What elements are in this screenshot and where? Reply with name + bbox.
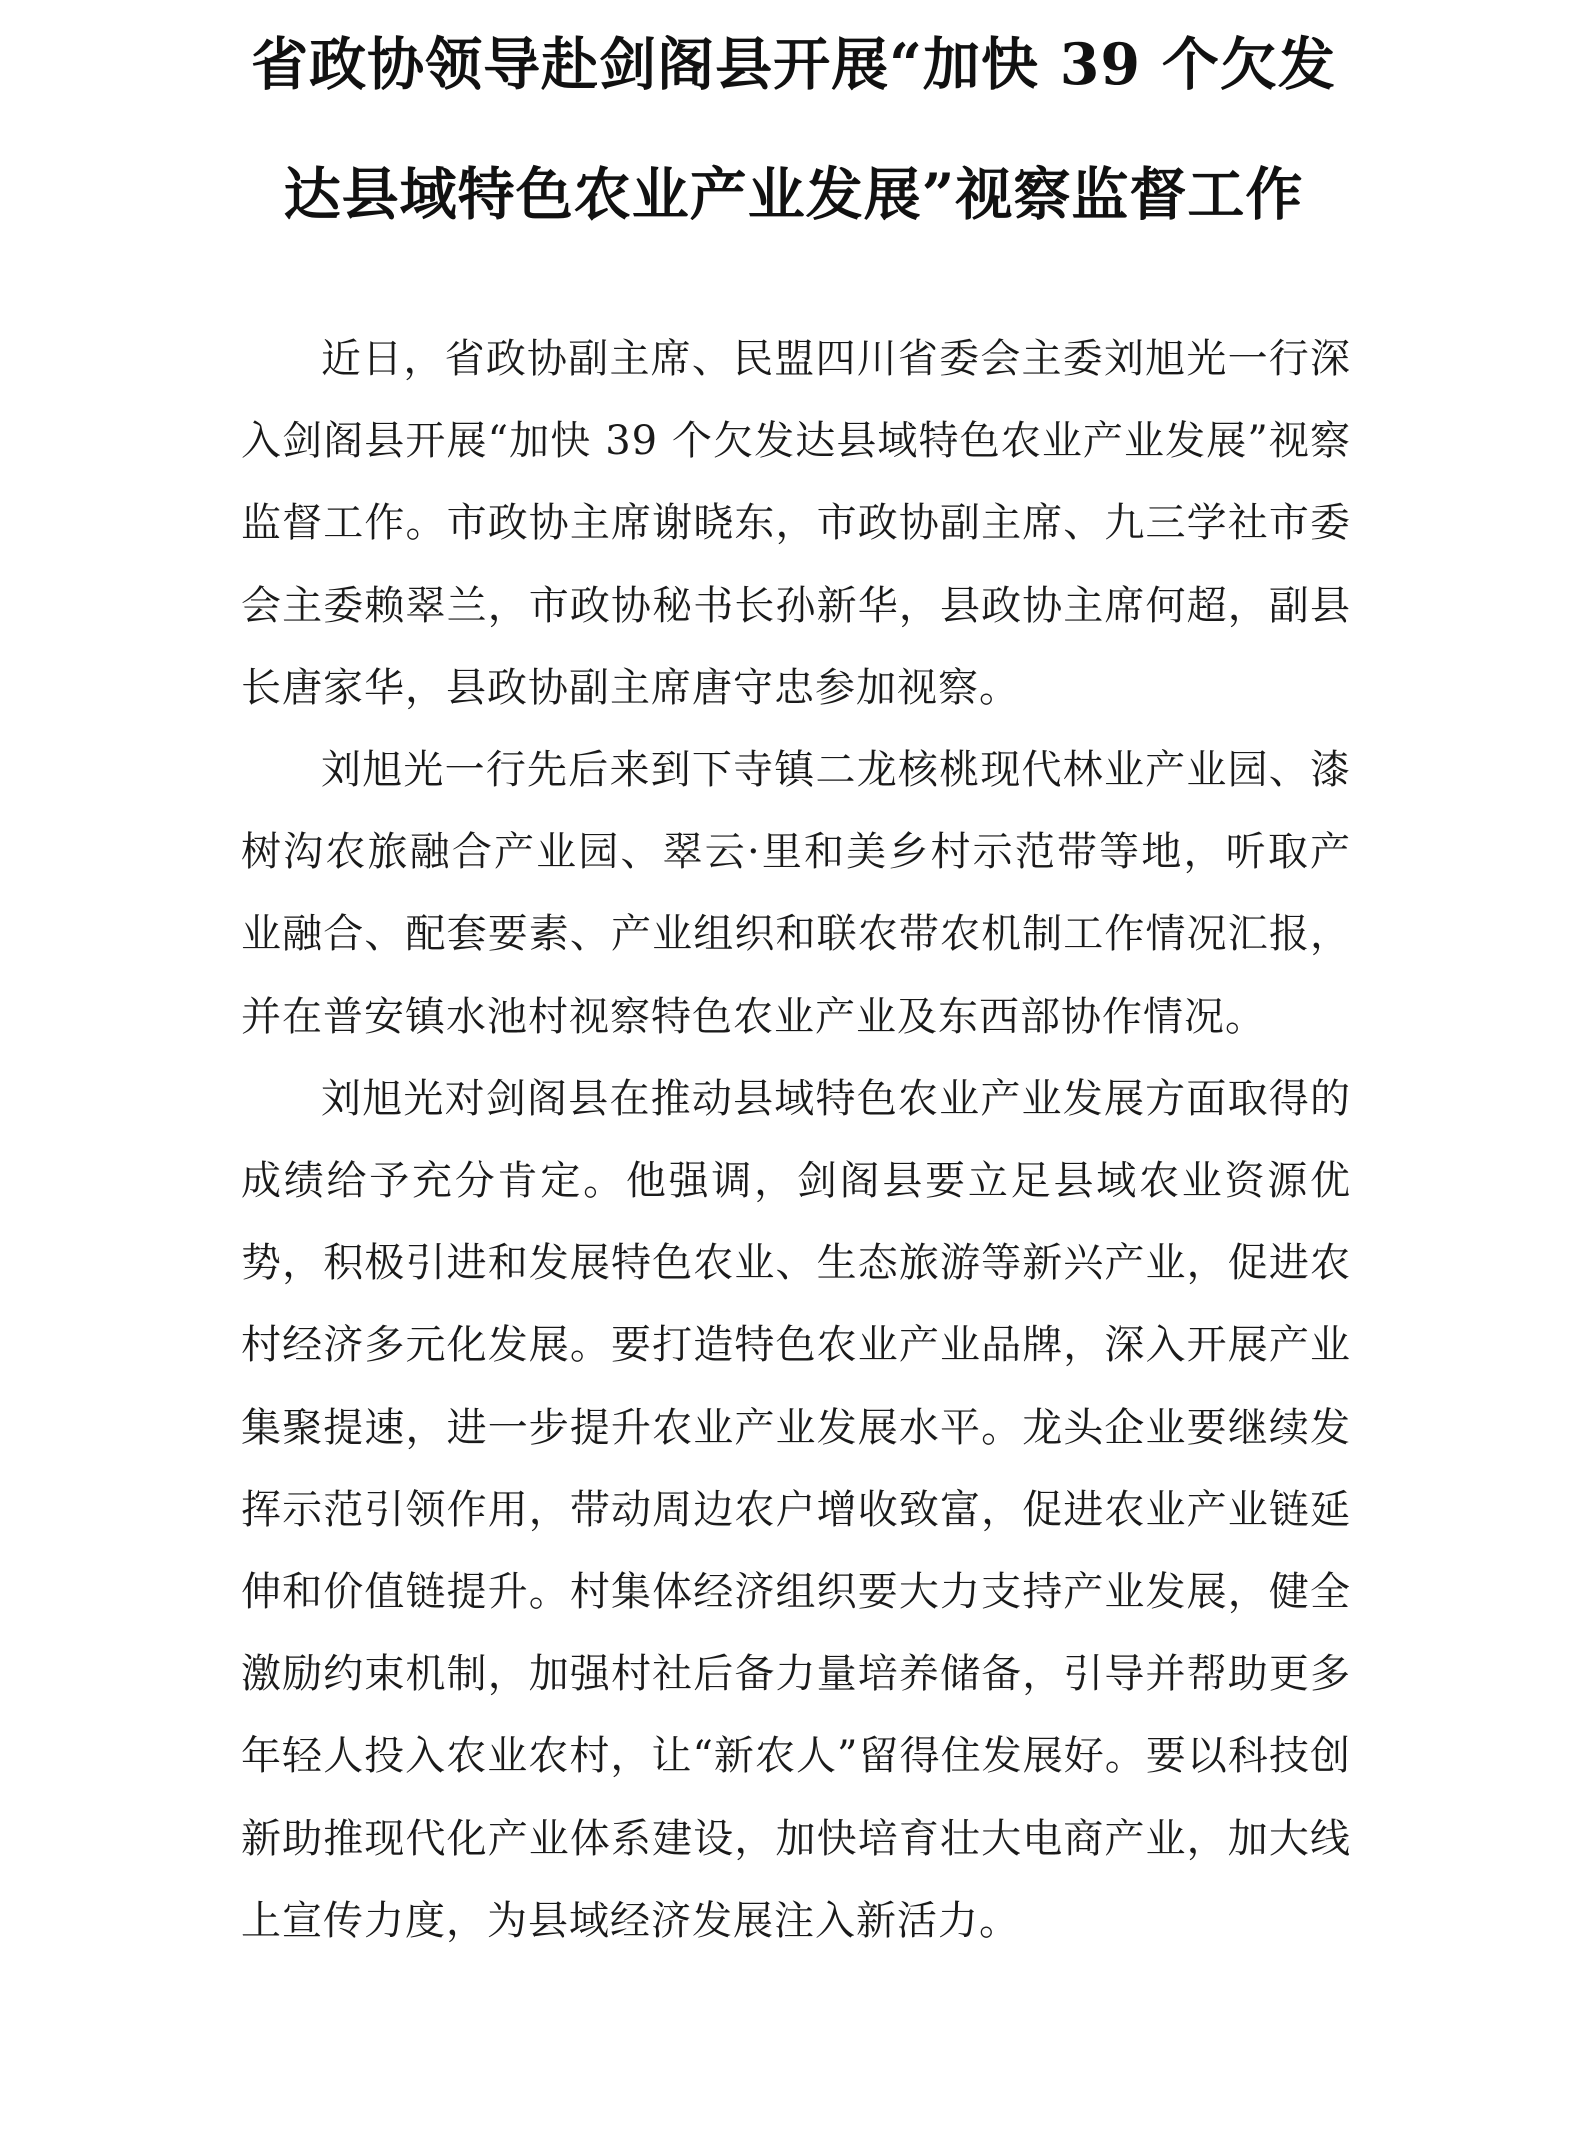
title-line-2: 达县域特色农业产业发展”视察监督工作: [283, 161, 1304, 228]
title-line-1: 省政协领导赴剑阁县开展“加快 39 个欠发: [251, 31, 1336, 98]
article-title: [200, 0, 1387, 260]
paragraph-3: 刘旭光对剑阁县在推动县域特色农业产业发展方面取得的成绩给予充分肯定。他强调，剑阁县要立足县域农业资源优势，积极引进和发展特色农业、生态旅游等新兴产业，促进农村经济多元化发展。要打造特色农业产业品牌，深入开展产业集聚提速，进一步提升农业产业发展水平。龙头企业要继续发挥示范引领作用，带动周边农户增收致富，促进农业产业链延伸和价值链提升。村集体经济组织要大力支持产业发展，健全激励约束机制，加强村社后备力量培养储备，引导并帮助更多年轻人投入农业农村，让“新农人”留得住发展好。要以科技创新助推现代化产业体系建设，加快培育壮大电商产业，加大线上宣传力度，为县域经济发展注入新活力。: [241, 1075, 1351, 1944]
article-body: [241, 318, 1351, 1962]
paragraph-1: 近日，省政协副主席、民盟四川省委会主委刘旭光一行深入剑阁县开展“加快 39 个欠发达县域特色农业产业发展”视察监督工作。市政协主席谢晓东，市政协副主席、九三学社市委会主委赖翠兰，市政协秘书长孙新华，县政协主席何超，副县长唐家华，县政协副主席唐守忠参加视察。: [241, 336, 1351, 711]
paragraph-2: 刘旭光一行先后来到下寺镇二龙核桃现代林业产业园、漆树沟农旅融合产业园、翠云·里和美乡村示范带等地，听取产业融合、配套要素、产业组织和联农带农机制工作情况汇报，并在普安镇水池村视察特色农业产业及东西部协作情况。: [241, 747, 1351, 1040]
